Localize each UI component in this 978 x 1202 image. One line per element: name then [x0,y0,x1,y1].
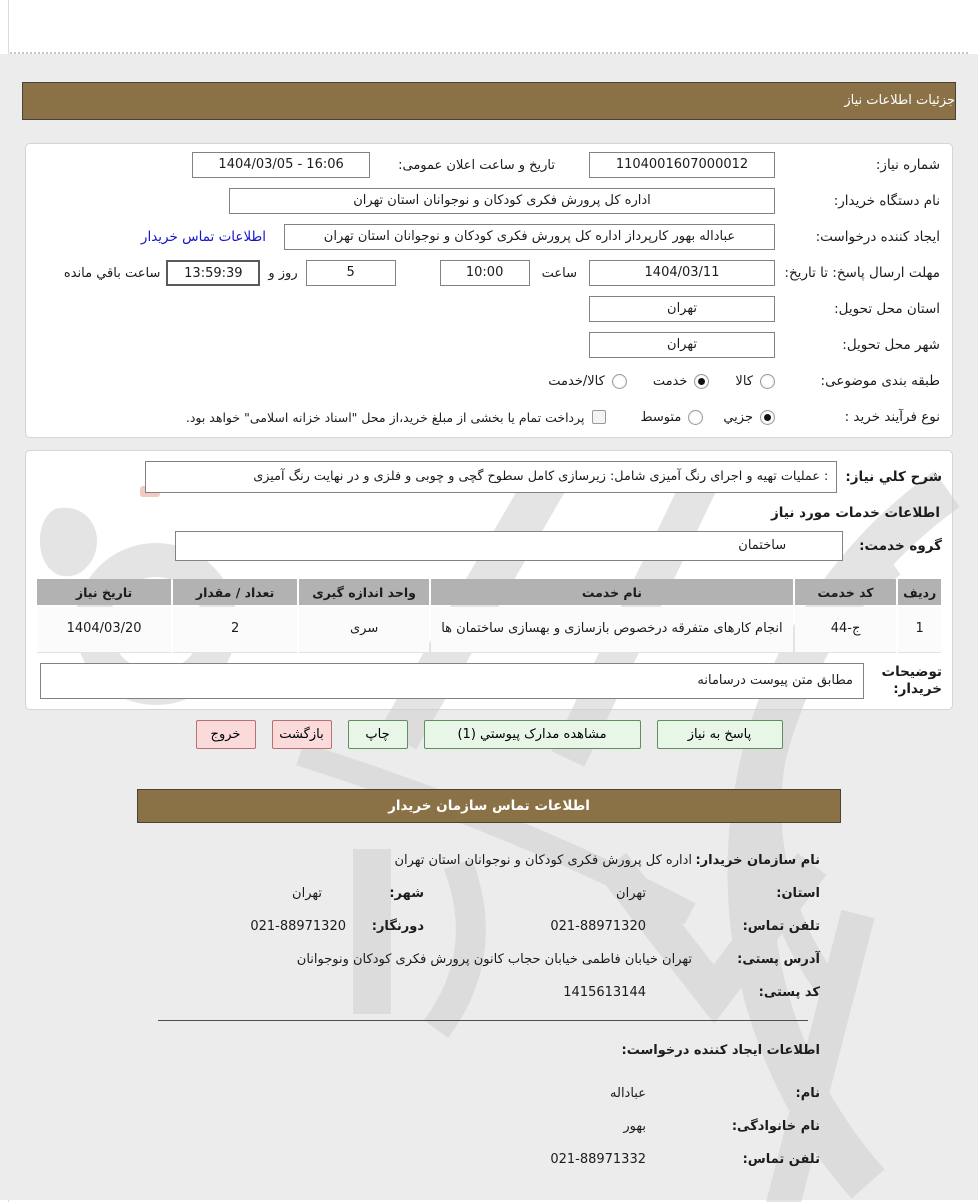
col-unit: واحد اندازه گیری [299,579,429,605]
creator-phone-row [158,1152,820,1167]
creator-name-value: عباداله [610,1086,646,1101]
address-row [158,952,820,967]
purchase-process-label: نوع فرآیند خرید : [844,408,940,425]
contact-fax-value: 021-88971320 [250,919,346,934]
creator-name-label: نام: [795,1086,820,1101]
cell-row-number: 1 [898,607,941,653]
minor-radio[interactable] [760,410,775,425]
buyer-contact-link[interactable]: اطلاعات تماس خریدار [140,229,266,245]
org-name-label: نام سازمان خریدار: [695,853,820,868]
need-description-panel [25,450,953,710]
contact-phone-label: تلفن تماس: [742,919,820,934]
buyer-notes-row [34,663,944,699]
treasury-checkbox[interactable] [592,410,606,424]
creator-family-row [158,1119,820,1134]
contact-province-label: استان: [776,886,820,901]
goods-service-radio[interactable] [612,374,627,389]
cell-quantity: 2 [173,607,297,653]
general-description-input[interactable]: : عملیات تهیه و اجرای رنگ آمیزی شامل: زیرسازی کامل سطوح گچی و چوبی و فلزی و در نهایت رنگ آمیزی [145,461,837,493]
required-services-heading: اطلاعات خدمات مورد نیاز [770,505,940,521]
contact-phone-value: 021-88971320 [550,919,646,934]
service-radio-label: خدمت [652,373,688,389]
col-row-number: ردیف [898,579,941,605]
general-description-label: شرح کلي نیاز: [845,468,942,485]
cell-unit: سری [299,607,429,653]
treasury-note-label: پرداخت تمام یا بخشی از مبلغ خرید،از محل "اسناد خزانه اسلامی" خواهد بود. [185,409,585,425]
contact-city-value: تهران [292,886,322,901]
need-summary-panel [25,143,953,438]
request-creator-label: ایجاد کننده درخواست: [815,228,940,245]
goods-radio[interactable] [760,374,775,389]
buyer-device-input[interactable]: اداره کل پرورش فکری کودکان و نوجوانان استان تهران [229,188,775,214]
purchase-process-row [34,399,944,435]
need-number-input[interactable]: 1104001607000012 [589,152,775,178]
classification-option-goods-service [548,374,627,389]
table-row [37,607,941,653]
cell-need-date: 1404/03/20 [37,607,171,653]
response-deadline-row [34,255,944,291]
buyer-notes-label: توضیحات خریدار: [881,664,942,697]
section-divider [158,1020,808,1021]
postal-code-label: کد پستی: [758,985,820,1000]
details-header-bar [22,82,956,120]
creator-family-label: نام خانوادگی: [731,1119,820,1134]
general-description-row [34,459,944,493]
buyer-device-row [34,183,944,219]
services-table [35,577,943,655]
hours-remaining-label: ساعت باقي مانده [63,265,161,281]
col-service-code: کد خدمت [795,579,897,605]
postal-code-value: 1415613144 [563,985,646,1000]
announce-datetime-input[interactable]: 1404/03/05 - 16:06 [192,152,370,178]
delivery-province-label: استان محل تحویل: [834,300,940,317]
deadline-date-input[interactable]: 1404/03/11 [589,260,775,286]
minor-radio-label: جزيي [723,409,753,425]
service-group-input[interactable]: ساختمان [175,531,843,561]
creator-name-row [158,1086,820,1101]
classification-option-goods [735,374,775,389]
service-group-row [34,531,944,561]
delivery-city-label: شهر محل تحویل: [842,336,940,353]
buyer-org-contact-bar [137,789,841,823]
request-creator-input[interactable]: عباداله بهور کارپرداز اداره کل پرورش فکری کودکان و نوجوانان استان تهران [284,224,775,250]
org-name-row [158,853,820,868]
process-option-medium [640,410,703,425]
classification-option-service [653,374,710,389]
medium-radio[interactable] [688,410,703,425]
delivery-province-input[interactable]: تهران [589,296,775,322]
request-creator-row [34,219,944,255]
request-creator-info-heading: اطلاعات ایجاد کننده درخواست: [621,1043,820,1058]
creator-phone-value: 021-88971332 [550,1152,646,1167]
services-table-header-row [37,579,941,605]
countdown-timer: 13:59:39 [166,260,260,286]
col-need-date: تاریخ نیاز [37,579,171,605]
medium-radio-label: متوسط [640,409,682,425]
buyer-org-contact-title: اطلاعات تماس سازمان خریدار [388,798,590,814]
contact-city-label: شهر: [389,886,424,901]
deadline-hour-label: ساعت [541,265,577,281]
goods-radio-label: کالا [735,373,753,389]
top-divider [10,0,968,54]
delivery-province-row [34,291,944,327]
buyer-org-contact-section [158,853,820,1167]
service-group-label: گروه خدمت: [859,537,942,554]
action-buttons-row [0,720,978,749]
details-header-title: جزئیات اطلاعات نیاز [844,93,955,108]
col-quantity: تعداد / مقدار [173,579,297,605]
back-button[interactable]: بازگشت [272,720,332,749]
phone-fax-row [158,919,820,934]
respond-to-need-button[interactable]: پاسخ به نیاز [657,720,783,749]
address-value: تهران خیابان فاطمی خیابان حجاب کانون پرورش فکری کودکان ونوجوانان [296,952,692,967]
cell-service-name: انجام کارهای متفرقه درخصوص بازسازی و بهسازی ساختمان ها [431,607,793,653]
service-radio[interactable] [694,374,709,389]
response-deadline-label: مهلت ارسال پاسخ: تا تاریخ: [784,264,940,281]
col-service-name: نام خدمت [431,579,793,605]
print-button[interactable]: چاپ [348,720,408,749]
delivery-city-input[interactable]: تهران [589,332,775,358]
contact-fax-label: دورنگار: [371,919,424,934]
postal-code-row [158,985,820,1000]
subject-classification-label: طبقه بندی موضوعی: [820,372,940,389]
buyer-notes-input[interactable]: مطابق متن پیوست درسامانه [40,663,864,699]
contact-province-value: تهران [616,886,646,901]
address-label: آدرس پستی: [737,952,820,967]
view-attached-docs-button[interactable]: مشاهده مدارک پیوستي (1) [424,720,641,749]
creator-phone-label: تلفن تماس: [742,1152,820,1167]
deadline-time-input[interactable]: 10:00 [440,260,530,286]
days-and-label: روز و [268,265,298,281]
need-number-row [34,147,944,183]
exit-button[interactable]: خروج [196,720,256,749]
cell-service-code: ج-44 [795,607,897,653]
buyer-device-label: نام دستگاه خریدار: [833,192,940,209]
org-name-value: اداره کل پرورش فکری کودکان و نوجوانان استان تهران [394,853,692,868]
page-body [0,54,978,1200]
subject-classification-row [34,363,944,399]
process-option-minor [723,410,775,425]
announce-datetime-label: تاریخ و ساعت اعلان عمومی: [398,157,555,173]
remaining-days-input[interactable]: 5 [306,260,396,286]
need-number-label: شماره نیاز: [875,156,940,173]
creator-family-value: بهور [623,1119,646,1134]
province-city-row [158,886,820,901]
delivery-city-row [34,327,944,363]
goods-service-radio-label: کالا/خدمت [548,373,605,389]
